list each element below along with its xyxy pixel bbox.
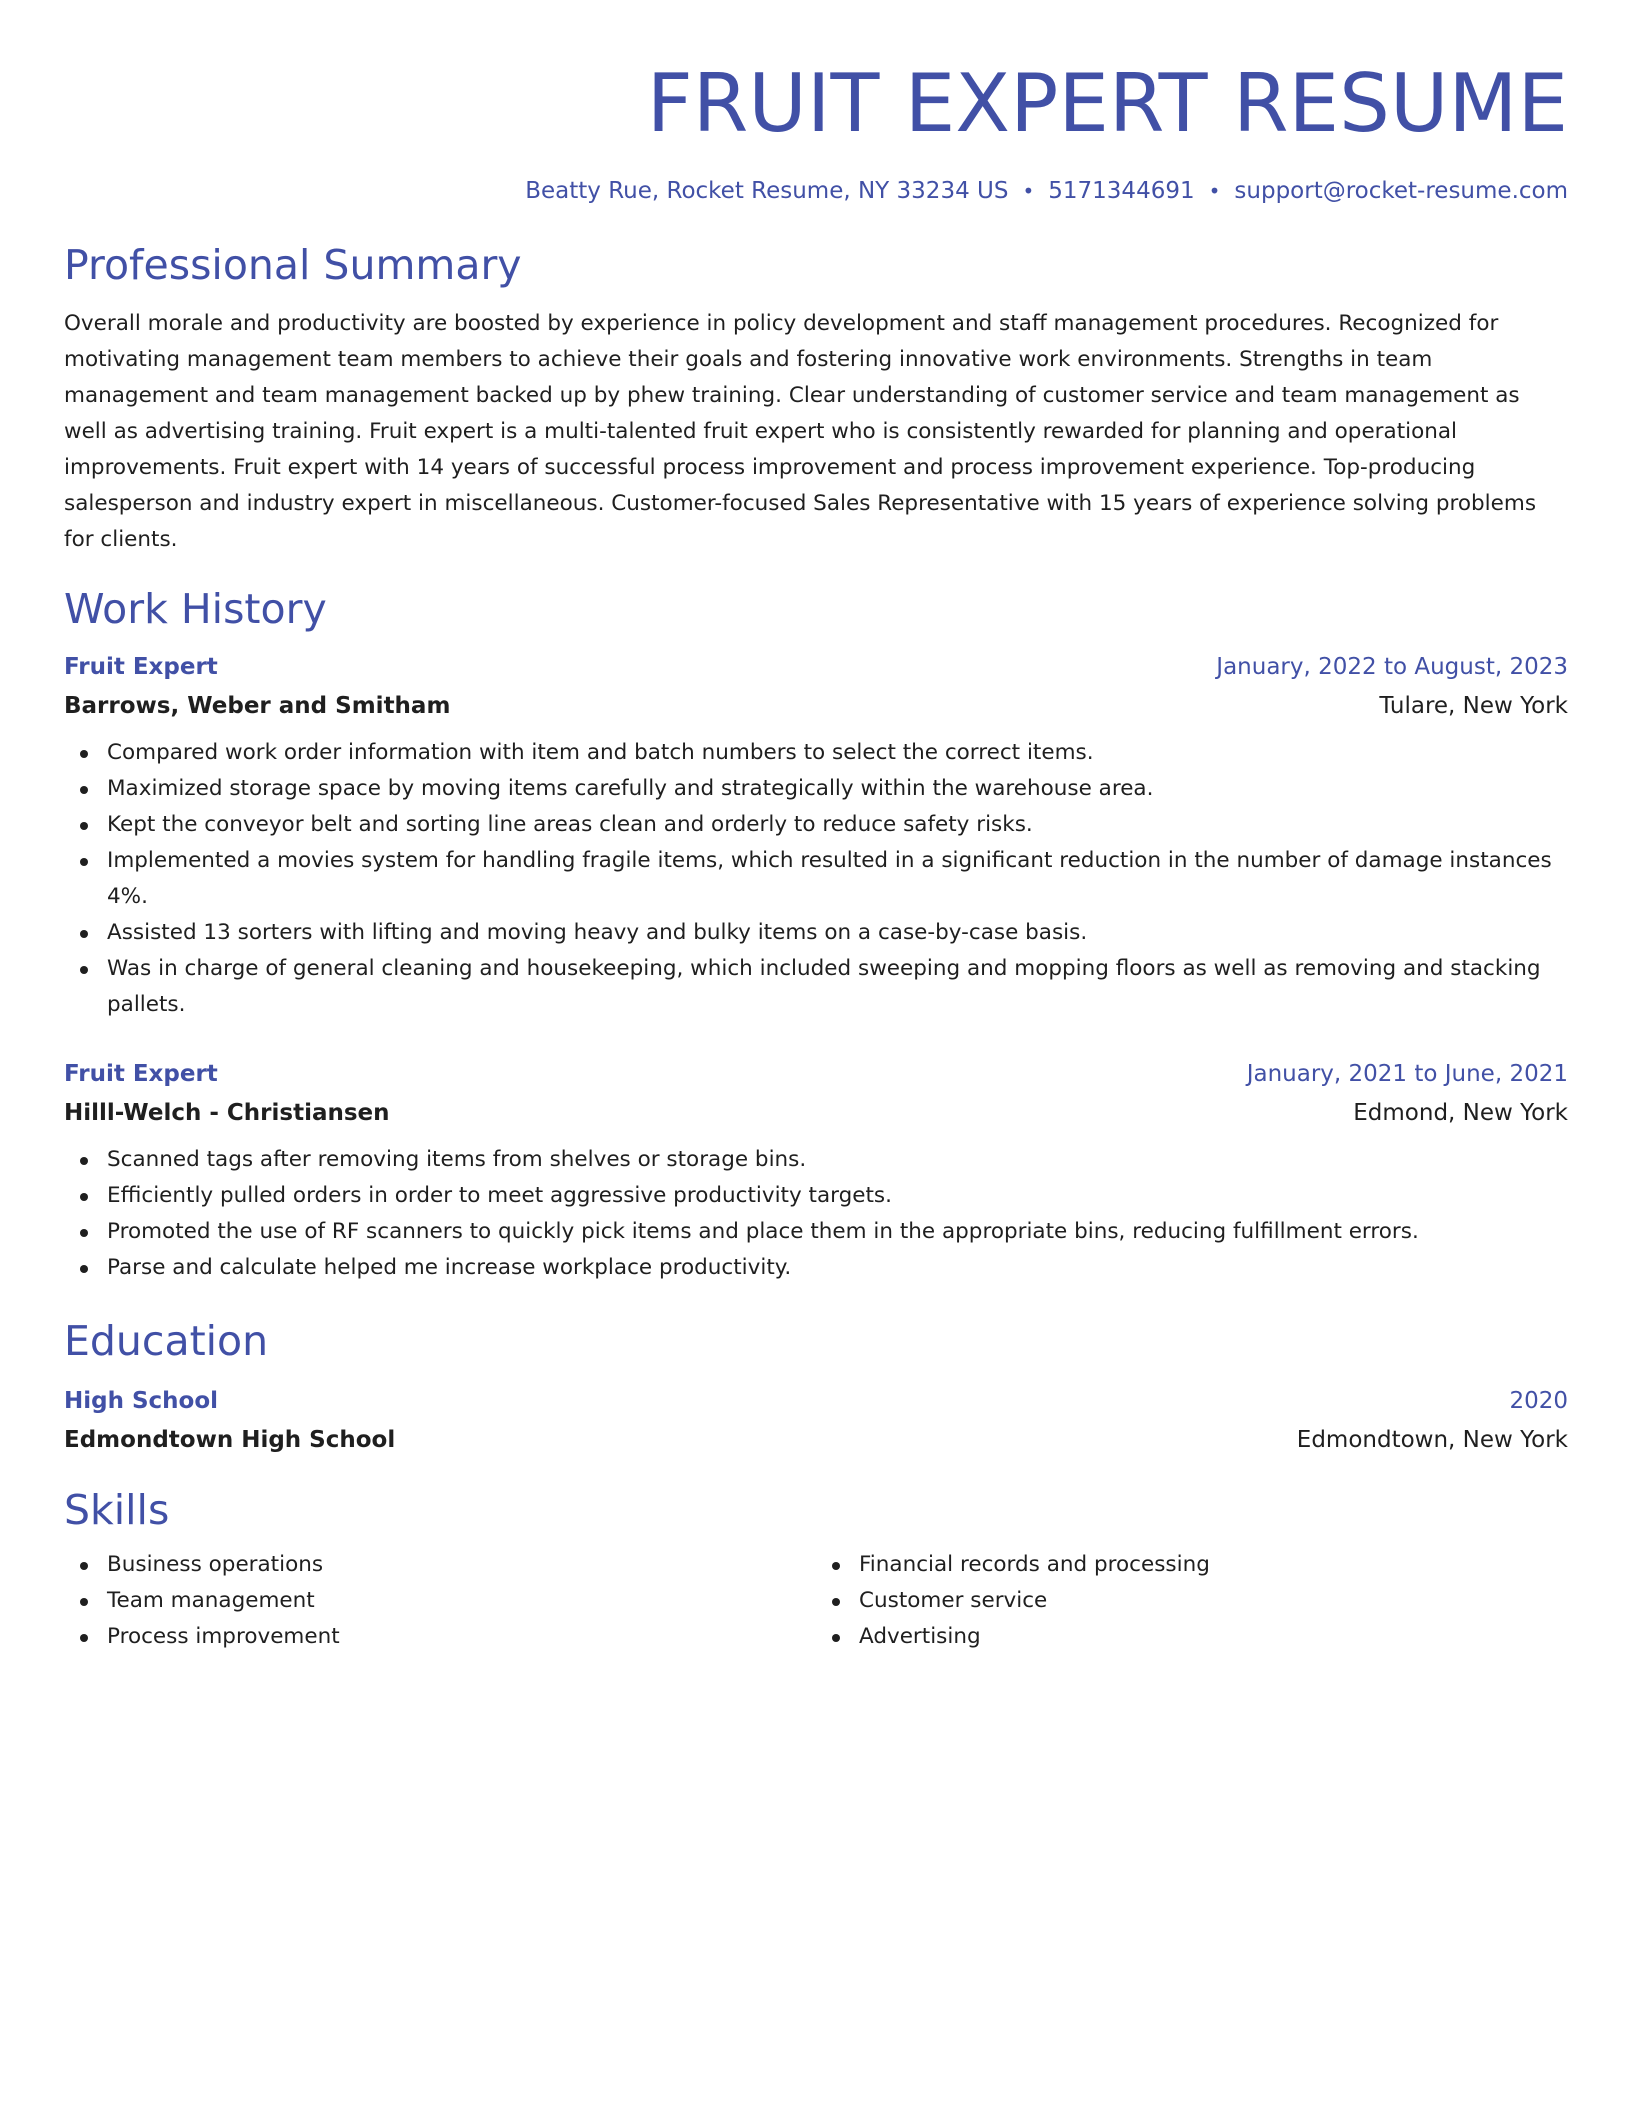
education-school: Edmondtown High School — [64, 1427, 396, 1453]
job-entry — [64, 652, 1568, 1023]
job-bullet: Maximized storage space by moving items carefully and strategically within the warehouse area. — [107, 771, 1568, 807]
job-header-row — [64, 652, 1568, 682]
skill-item: Team management — [107, 1583, 816, 1619]
job-employer: Hilll-Welch - Christiansen — [64, 1100, 390, 1126]
skills-list — [64, 1547, 1568, 1655]
skills-heading: Skills — [64, 1486, 170, 1534]
skill-item: Customer service — [859, 1583, 1568, 1619]
job-bullet: Parse and calculate helped me increase workplace productivity. — [107, 1250, 1568, 1286]
skill-item: Advertising — [859, 1619, 1568, 1655]
job-dates: January, 2022 to August, 2023 — [1216, 654, 1568, 680]
job-bullet: Efficiently pulled orders in order to meet aggressive productivity targets. — [107, 1178, 1568, 1214]
skill-item: Process improvement — [107, 1619, 816, 1655]
contact-phone: 5171344691 — [1048, 178, 1195, 204]
education-location: Edmondtown, New York — [1296, 1427, 1568, 1453]
contact-email: support@rocket-resume.com — [1234, 178, 1568, 204]
job-bullets — [64, 735, 1568, 1023]
contact-separator: • — [1208, 179, 1221, 203]
job-bullet: Scanned tags after removing items from shelves or storage bins. — [107, 1142, 1568, 1178]
job-bullet: Kept the conveyor belt and sorting line areas clean and orderly to reduce safety risks. — [107, 807, 1568, 843]
job-employer-row — [64, 1089, 1568, 1128]
education-school-row — [64, 1416, 1568, 1455]
skills-column-left — [64, 1547, 816, 1655]
summary-text: Overall morale and productivity are boosted by experience in policy development and staff management procedures. Recognized for motivating management team members to achieve their goals and fostering innovative work environments. Strengths in team management and team management backed up by phew training. Clear understanding of customer service and team management as well as advertising training. Fruit expert is a multi-talented fruit expert who is consistently rewarded for planning and operational improvements. Fruit expert with 14 years of successful process improvement and process improvement experience. Top-producing salesperson and industry expert in miscellaneous. Customer-focused Sales Representative with 15 years of experience solving problems for clients. — [64, 311, 1537, 552]
job-bullet: Assisted 13 sorters with lifting and moving heavy and bulky items on a case-by-case basis. — [107, 915, 1568, 951]
skill-item: Financial records and processing — [859, 1547, 1568, 1583]
job-bullet: Compared work order information with item and batch numbers to select the correct items. — [107, 735, 1568, 771]
skill-item: Business operations — [107, 1547, 816, 1583]
education-year: 2020 — [1509, 1388, 1568, 1414]
job-bullet: Promoted the use of RF scanners to quickly pick items and place them in the appropriate bins, reducing fulfillment errors. — [107, 1214, 1568, 1250]
job-dates: January, 2021 to June, 2021 — [1246, 1061, 1568, 1087]
education-header-row — [64, 1386, 1568, 1416]
skills-column-right — [816, 1547, 1568, 1655]
contact-line — [64, 176, 1568, 206]
resume-title: FRUIT EXPERT RESUME — [646, 57, 1568, 150]
job-bullets — [64, 1142, 1568, 1286]
education-degree: High School — [64, 1388, 219, 1414]
job-location: Edmond, New York — [1353, 1100, 1568, 1126]
education-entry — [64, 1386, 1568, 1455]
job-entry — [64, 1059, 1568, 1286]
job-bullet: Implemented a movies system for handling fragile items, which resulted in a significant reduction in the number of damage instances 4%. — [107, 843, 1568, 915]
job-location: Tulare, New York — [1379, 693, 1568, 719]
job-employer-row — [64, 682, 1568, 721]
job-header-row — [64, 1059, 1568, 1089]
contact-address: Beatty Rue, Rocket Resume, NY 33234 US — [525, 178, 1009, 204]
education-heading: Education — [64, 1317, 269, 1365]
contact-separator: • — [1022, 179, 1035, 203]
job-role: Fruit Expert — [64, 654, 218, 680]
job-bullet: Was in charge of general cleaning and housekeeping, which included sweeping and mopping floors as well as removing and stacking pallets. — [107, 951, 1568, 1023]
job-employer: Barrows, Weber and Smitham — [64, 693, 451, 719]
job-role: Fruit Expert — [64, 1061, 218, 1087]
work-history-heading: Work History — [64, 585, 327, 633]
summary-heading: Professional Summary — [64, 241, 522, 289]
